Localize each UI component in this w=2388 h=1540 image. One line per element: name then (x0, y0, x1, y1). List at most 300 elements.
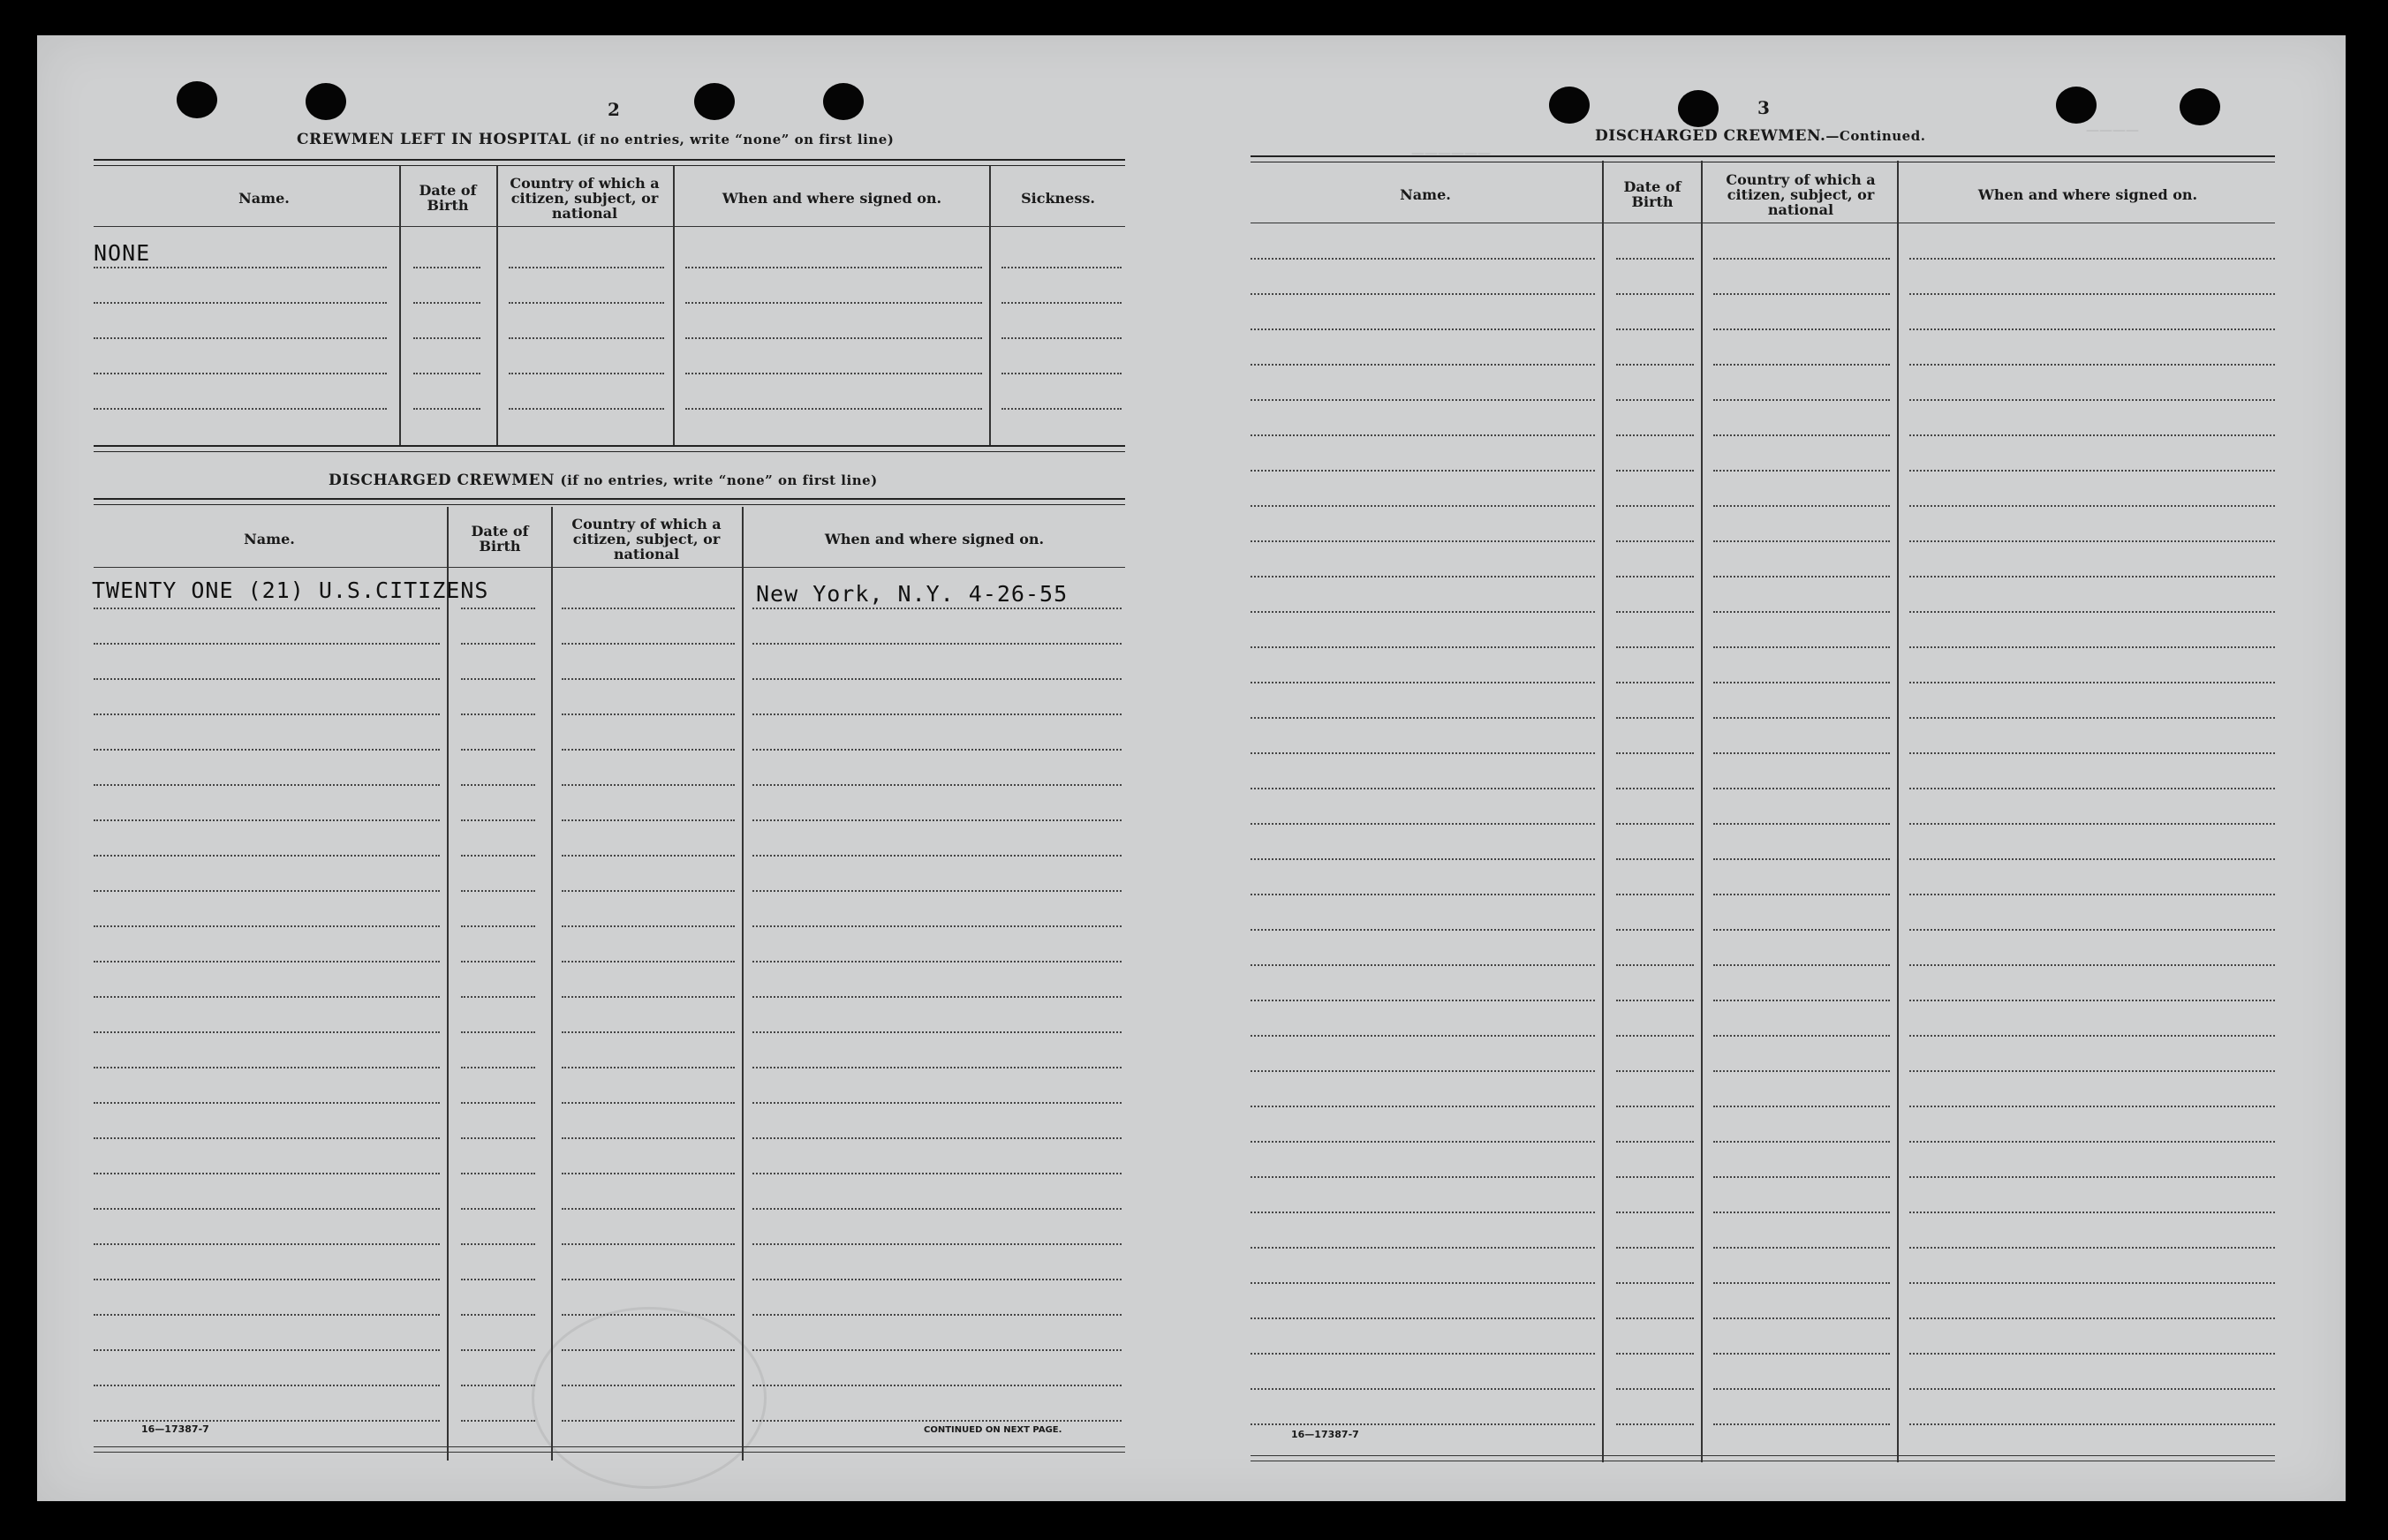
ruled-line (1251, 964, 1595, 966)
ruled-line (1616, 788, 1694, 789)
ruled-line (1251, 1353, 1595, 1355)
ruled-line (94, 302, 387, 304)
ruled-line (1909, 1423, 2275, 1425)
discharged-col-country: Country of which a citizen, subject, or national (571, 515, 722, 562)
ruled-line (94, 608, 440, 609)
ruled-line (752, 925, 1122, 927)
bleed-through-text: —————— (1411, 145, 1491, 161)
ruled-line (461, 1385, 535, 1386)
ruled-line (509, 337, 664, 339)
ruled-line (413, 373, 480, 374)
ruled-line (461, 749, 535, 751)
ruled-line (94, 1279, 440, 1280)
ruled-line (1713, 1423, 1890, 1425)
punch-hole (823, 83, 864, 120)
ruled-line (1251, 293, 1595, 295)
ruled-line (1251, 646, 1595, 648)
ruled-line (562, 1385, 735, 1386)
ruled-line (1713, 1317, 1890, 1319)
ruled-line (1616, 576, 1694, 578)
ruled-line (752, 1031, 1122, 1033)
ruled-line (1251, 1388, 1595, 1390)
ruled-line (1909, 1317, 2275, 1319)
continued-note: CONTINUED ON NEXT PAGE. (924, 1425, 1062, 1435)
ruled-line (1616, 717, 1694, 719)
ruled-line (461, 678, 535, 680)
right-divider (1602, 161, 1604, 1462)
ruled-line (1713, 364, 1890, 366)
ruled-line (94, 1385, 440, 1386)
ruled-line (1909, 1353, 2275, 1355)
ruled-line (562, 961, 735, 962)
right-divider (1897, 161, 1899, 1462)
ruled-line (461, 1279, 535, 1280)
punch-hole (2180, 88, 2220, 125)
ruled-line (1713, 1106, 1890, 1107)
ruled-line (1251, 788, 1595, 789)
hospital-title-text: CREWMEN LEFT IN HOSPITAL (297, 131, 571, 148)
ruled-line (94, 337, 387, 339)
form-sheet (37, 35, 2346, 1501)
ruled-line (1251, 1423, 1595, 1425)
ruled-line (1713, 646, 1890, 648)
ruled-line (509, 408, 664, 410)
right-divider (1701, 161, 1703, 1462)
ruled-line (1909, 823, 2275, 825)
ruled-line (1251, 434, 1595, 436)
ruled-line (94, 373, 387, 374)
hospital-section-title (297, 131, 894, 148)
ruled-line (509, 373, 664, 374)
ruled-line (1909, 293, 2275, 295)
ruled-line (1251, 1176, 1595, 1178)
ruled-line (1909, 858, 2275, 860)
ruled-line (461, 643, 535, 645)
hospital-col-dob: Date of Birth (419, 182, 477, 214)
ruled-line (752, 1208, 1122, 1210)
ruled-line (461, 1031, 535, 1033)
ruled-line (509, 267, 664, 268)
ruled-line (1251, 611, 1595, 613)
ruled-line (1713, 576, 1890, 578)
ruled-line (1909, 1106, 2275, 1107)
ruled-line (1616, 682, 1694, 683)
ruled-line (1909, 894, 2275, 895)
ruled-line (1251, 823, 1595, 825)
ruled-line (461, 925, 535, 927)
ruled-line (461, 1243, 535, 1245)
hospital-title-subtitle: (if no entries, write “none” on first line) (577, 132, 895, 147)
ruled-line (1909, 1141, 2275, 1143)
ruled-line (562, 996, 735, 998)
ruled-line (1909, 540, 2275, 542)
ruled-line (1251, 1282, 1595, 1284)
ruled-line (752, 1173, 1122, 1174)
ruled-line (752, 678, 1122, 680)
ruled-line (94, 267, 387, 268)
ruled-line (562, 1243, 735, 1245)
hospital-divider (496, 166, 498, 447)
ruled-line (1616, 1423, 1694, 1425)
discharged-row-name: TWENTY ONE (21) U.S.CITIZENS (92, 578, 489, 603)
ruled-line (1616, 1000, 1694, 1001)
ruled-line (461, 819, 535, 821)
ruled-line (413, 302, 480, 304)
ruled-line (1713, 470, 1890, 472)
ruled-line (1251, 540, 1595, 542)
ruled-line (752, 1314, 1122, 1316)
ruled-line (1713, 894, 1890, 895)
ruled-line (1251, 328, 1595, 330)
ruled-line (1616, 929, 1694, 931)
ruled-line (1713, 258, 1890, 260)
ruled-line (94, 1173, 440, 1174)
ruled-line (1713, 1070, 1890, 1072)
right-bottom-rule (1251, 1455, 2275, 1456)
ruled-line (1713, 505, 1890, 507)
hospital-top-rule (94, 159, 1125, 166)
ruled-line (1251, 258, 1595, 260)
ruled-line (94, 925, 440, 927)
punch-hole (2056, 87, 2097, 124)
ruled-line (509, 302, 664, 304)
ruled-line (461, 855, 535, 857)
ruled-line (94, 819, 440, 821)
ruled-line (562, 1279, 735, 1280)
ruled-line (752, 1420, 1122, 1422)
hospital-row-name: NONE (94, 240, 151, 266)
ruled-line (1616, 752, 1694, 754)
ruled-line (752, 608, 1122, 609)
ruled-line (94, 1208, 440, 1210)
ruled-line (1616, 611, 1694, 613)
ruled-line (685, 267, 982, 268)
punch-hole (1549, 87, 1590, 124)
ruled-line (752, 713, 1122, 715)
ruled-line (1616, 894, 1694, 895)
discharged-col-signed-on: When and where signed on. (824, 530, 1045, 547)
page-number-left: 2 (608, 99, 620, 120)
discharged-divider (551, 507, 553, 1461)
ruled-line (1251, 1212, 1595, 1213)
ruled-line (1251, 505, 1595, 507)
ruled-line (1616, 1176, 1694, 1178)
ruled-line (461, 1102, 535, 1104)
ruled-line (562, 678, 735, 680)
hospital-col-country: Country of which a citizen, subject, or national (510, 174, 660, 222)
ruled-line (1713, 1035, 1890, 1037)
ruled-line (752, 961, 1122, 962)
ruled-line (1616, 858, 1694, 860)
ruled-line (1616, 964, 1694, 966)
ruled-line (1713, 540, 1890, 542)
ruled-line (752, 1349, 1122, 1351)
ruled-line (461, 608, 535, 609)
ruled-line (562, 608, 735, 609)
ruled-line (413, 408, 480, 410)
ruled-line (562, 784, 735, 786)
ruled-line (94, 1031, 440, 1033)
hospital-divider (399, 166, 401, 447)
ruled-line (752, 1067, 1122, 1068)
ruled-line (1616, 1141, 1694, 1143)
ruled-line (461, 1173, 535, 1174)
ruled-line (562, 1137, 735, 1139)
ruled-line (1251, 576, 1595, 578)
ruled-line (562, 1031, 735, 1033)
ruled-line (562, 1420, 735, 1422)
ruled-line (94, 408, 387, 410)
ruled-line (752, 1385, 1122, 1386)
ruled-line (562, 890, 735, 892)
ruled-line (1909, 964, 2275, 966)
ruled-line (1713, 964, 1890, 966)
ruled-line (1713, 1388, 1890, 1390)
discharged-divider (447, 507, 449, 1461)
hospital-divider (989, 166, 991, 447)
ruled-line (461, 713, 535, 715)
ruled-line (94, 678, 440, 680)
ruled-line (562, 855, 735, 857)
ruled-line (685, 408, 982, 410)
discharged-divider (742, 507, 744, 1461)
ruled-line (752, 890, 1122, 892)
ruled-line (1251, 752, 1595, 754)
ruled-line (461, 1314, 535, 1316)
ruled-line (1616, 1106, 1694, 1107)
ruled-line (752, 1102, 1122, 1104)
ruled-line (461, 1420, 535, 1422)
ruled-line (461, 1067, 535, 1068)
hospital-col-name: Name. (238, 189, 290, 207)
ruled-line (562, 1102, 735, 1104)
ruled-line (562, 1067, 735, 1068)
ruled-line (752, 1279, 1122, 1280)
ruled-line (1909, 1247, 2275, 1249)
ruled-line (1909, 1035, 2275, 1037)
ruled-line (1616, 434, 1694, 436)
ruled-line (1616, 364, 1694, 366)
ruled-line (1713, 788, 1890, 789)
ruled-line (1251, 1035, 1595, 1037)
ruled-line (562, 925, 735, 927)
discharged-col-dob: Date of Birth (471, 523, 529, 555)
ruled-line (1001, 302, 1122, 304)
ruled-line (461, 961, 535, 962)
ruled-line (1251, 470, 1595, 472)
ruled-line (1251, 1106, 1595, 1107)
ruled-line (1909, 1070, 2275, 1072)
ruled-line (752, 855, 1122, 857)
ruled-line (1909, 788, 2275, 789)
ruled-line (752, 1137, 1122, 1139)
ruled-line (1616, 1247, 1694, 1249)
ruled-line (94, 1314, 440, 1316)
ruled-line (685, 373, 982, 374)
ruled-line (1909, 434, 2275, 436)
ruled-line (1713, 328, 1890, 330)
discharged-section-title (329, 472, 878, 489)
ruled-line (1713, 823, 1890, 825)
ruled-line (461, 784, 535, 786)
ruled-line (1909, 1282, 2275, 1284)
ruled-line (1713, 1282, 1890, 1284)
ruled-line (1713, 1247, 1890, 1249)
ruled-line (1909, 470, 2275, 472)
ruled-line (562, 1349, 735, 1351)
hospital-col-sickness: Sickness. (1021, 189, 1095, 207)
ruled-line (94, 643, 440, 645)
ruled-line (1713, 399, 1890, 401)
ruled-line (1713, 434, 1890, 436)
ruled-line (94, 749, 440, 751)
ruled-line (1616, 328, 1694, 330)
ruled-line (1909, 1000, 2275, 1001)
ruled-line (1616, 1212, 1694, 1213)
ruled-line (1616, 1035, 1694, 1037)
ruled-line (1909, 752, 2275, 754)
ruled-line (1909, 929, 2275, 931)
ruled-line (562, 1314, 735, 1316)
discharged-title-text: DISCHARGED CREWMEN (329, 472, 555, 489)
punch-hole (177, 81, 217, 118)
ruled-line (1909, 328, 2275, 330)
ruled-line (1251, 1000, 1595, 1001)
ruled-line (1616, 823, 1694, 825)
right-col-name: Name. (1400, 185, 1451, 203)
ruled-line (1713, 858, 1890, 860)
ruled-line (685, 302, 982, 304)
ruled-line (1251, 717, 1595, 719)
ruled-line (1001, 408, 1122, 410)
ruled-line (1909, 364, 2275, 366)
ruled-line (94, 784, 440, 786)
ruled-line (1001, 373, 1122, 374)
ruled-line (1909, 717, 2275, 719)
ruled-line (94, 1067, 440, 1068)
ruled-line (1909, 399, 2275, 401)
ruled-line (752, 996, 1122, 998)
ruled-line (1616, 470, 1694, 472)
punch-hole (694, 83, 735, 120)
ruled-line (1616, 1388, 1694, 1390)
ruled-line (1713, 1141, 1890, 1143)
bleed-through-text: ———— (2086, 122, 2139, 138)
discharged-col-name: Name. (244, 530, 295, 547)
ruled-line (1713, 1176, 1890, 1178)
ruled-line (1251, 1247, 1595, 1249)
ruled-line (94, 1243, 440, 1245)
ruled-line (1713, 682, 1890, 683)
ruled-line (1251, 1070, 1595, 1072)
ruled-line (461, 890, 535, 892)
discharged-header-rule (94, 567, 1125, 568)
ruled-line (562, 643, 735, 645)
ruled-line (94, 713, 440, 715)
right-col-dob: Date of Birth (1623, 178, 1681, 210)
ruled-line (1616, 505, 1694, 507)
ruled-line (1713, 1212, 1890, 1213)
ruled-line (1616, 293, 1694, 295)
ruled-line (1251, 364, 1595, 366)
ruled-line (1909, 258, 2275, 260)
ruled-line (1251, 399, 1595, 401)
ruled-line (461, 1349, 535, 1351)
ruled-line (1251, 682, 1595, 683)
ruled-line (1713, 929, 1890, 931)
ruled-line (562, 1208, 735, 1210)
right-title-text: DISCHARGED CREWMEN. (1595, 127, 1826, 145)
right-col-country: Country of which a citizen, subject, or national (1726, 170, 1876, 218)
ruled-line (1251, 858, 1595, 860)
ruled-line (1616, 1353, 1694, 1355)
discharged-title-subtitle: (if no entries, write “none” on first line) (560, 472, 878, 488)
ruled-line (461, 996, 535, 998)
ruled-line (1616, 1070, 1694, 1072)
page-number-right: 3 (1757, 97, 1770, 118)
ruled-line (1909, 611, 2275, 613)
hospital-col-signed-on: When and where signed on. (722, 189, 942, 207)
ruled-line (752, 1243, 1122, 1245)
ruled-line (1909, 1388, 2275, 1390)
ruled-line (94, 1102, 440, 1104)
ruled-line (1251, 1317, 1595, 1319)
ruled-line (1909, 1176, 2275, 1178)
ruled-line (562, 749, 735, 751)
form-number-right: 16—17387-7 (1291, 1429, 1359, 1440)
ruled-line (752, 643, 1122, 645)
ruled-line (1616, 1282, 1694, 1284)
ruled-line (1713, 611, 1890, 613)
ruled-line (461, 1137, 535, 1139)
ruled-line (1001, 337, 1122, 339)
ruled-line (1713, 752, 1890, 754)
hospital-bottom-rule (94, 445, 1125, 452)
ruled-line (1251, 929, 1595, 931)
hospital-divider (673, 166, 675, 447)
ruled-line (413, 267, 480, 268)
discharged-bottom-rule (94, 1446, 1125, 1447)
ruled-line (1909, 1212, 2275, 1213)
ruled-line (562, 713, 735, 715)
ruled-line (1001, 267, 1122, 268)
ruled-line (752, 749, 1122, 751)
ruled-line (562, 819, 735, 821)
ruled-line (1616, 258, 1694, 260)
ruled-line (94, 1420, 440, 1422)
ruled-line (1616, 1317, 1694, 1319)
ruled-line (1909, 576, 2275, 578)
punch-hole (306, 83, 346, 120)
ruled-line (1909, 505, 2275, 507)
ruled-line (94, 1137, 440, 1139)
ruled-line (752, 784, 1122, 786)
hospital-header-rule (94, 226, 1125, 227)
ruled-line (1616, 399, 1694, 401)
ruled-line (1251, 894, 1595, 895)
ruled-line (562, 1173, 735, 1174)
discharged-row-signed-on: New York, N.Y. 4-26-55 (756, 581, 1069, 607)
ruled-line (461, 1208, 535, 1210)
ruled-line (1909, 682, 2275, 683)
ruled-line (94, 890, 440, 892)
punch-hole (1678, 90, 1719, 127)
right-title-suffix: —Continued. (1825, 128, 1926, 144)
ruled-line (413, 337, 480, 339)
ruled-line (94, 855, 440, 857)
discharged-bottom-rule (94, 1452, 1125, 1453)
ruled-line (1713, 1353, 1890, 1355)
